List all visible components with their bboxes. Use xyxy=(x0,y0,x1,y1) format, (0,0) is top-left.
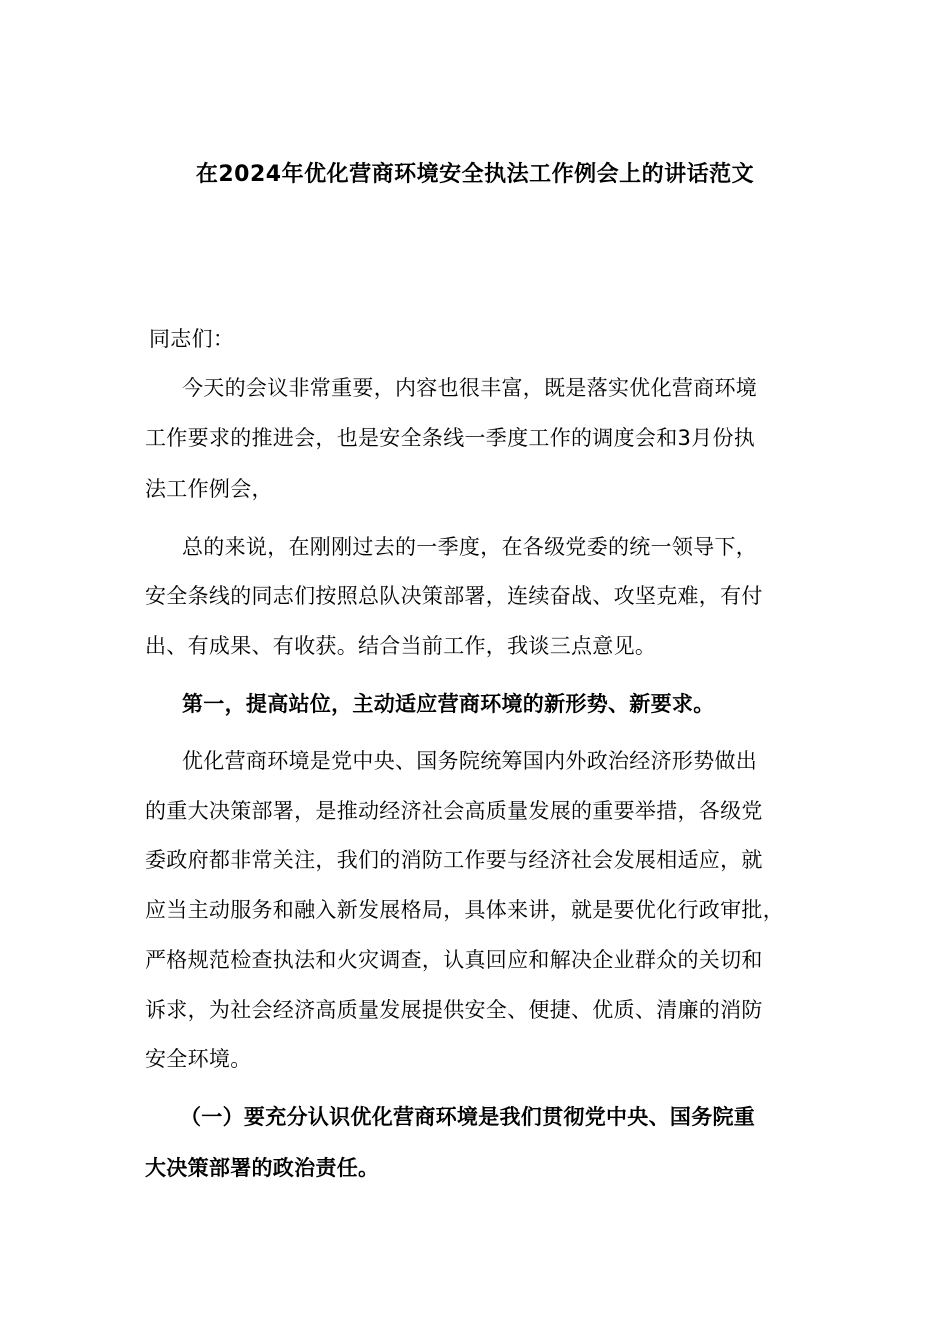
paragraph-2-line-3: 出、有成果、有收获。结合当前工作，我谈三点意见。 xyxy=(145,634,657,658)
paragraph-2-line-2: 安全条线的同志们按照总队决策部署，连续奋战、攻坚克难，有付 xyxy=(145,584,763,608)
section-heading-1: 第一，提高站位，主动适应营商环境的新形势、新要求。 xyxy=(182,692,715,716)
paragraph-3-line-4: 应当主动服务和融入新发展格局，具体来讲，就是要优化行政审批， xyxy=(145,898,784,922)
paragraph-3-line-1: 优化营商环境是党中央、国务院统筹国内外政治经济形势做出 xyxy=(182,749,758,773)
subheading-1-line-2: 大决策部署的政治责任。 xyxy=(145,1156,380,1180)
subheading-1-line-1: （一）要充分认识优化营商环境是我们贯彻党中央、国务院重 xyxy=(180,1105,756,1129)
document-title: 在2024年优化营商环境安全执法工作例会上的讲话范文 xyxy=(195,162,755,187)
paragraph-2-line-1: 总的来说，在刚刚过去的一季度，在各级党委的统一领导下， xyxy=(182,535,758,559)
salutation: 同志们： xyxy=(149,327,235,351)
paragraph-3-line-2: 的重大决策部署，是推动经济社会高质量发展的重要举措，各级党 xyxy=(145,799,763,823)
paragraph-3-line-5: 严格规范检查执法和火灾调查，认真回应和解决企业群众的关切和 xyxy=(145,948,763,972)
paragraph-1-line-3: 法工作例会， xyxy=(145,477,273,501)
paragraph-1-line-1: 今天的会议非常重要，内容也很丰富，既是落实优化营商环境 xyxy=(182,376,758,400)
paragraph-3-line-3: 委政府都非常关注，我们的消防工作要与经济社会发展相适应，就 xyxy=(145,848,763,872)
paragraph-3-line-7: 安全环境。 xyxy=(145,1047,252,1071)
paragraph-3-line-6: 诉求，为社会经济高质量发展提供安全、便捷、优质、清廉的消防 xyxy=(145,998,763,1022)
paragraph-1-line-2: 工作要求的推进会，也是安全条线一季度工作的调度会和3月份执 xyxy=(145,426,756,450)
